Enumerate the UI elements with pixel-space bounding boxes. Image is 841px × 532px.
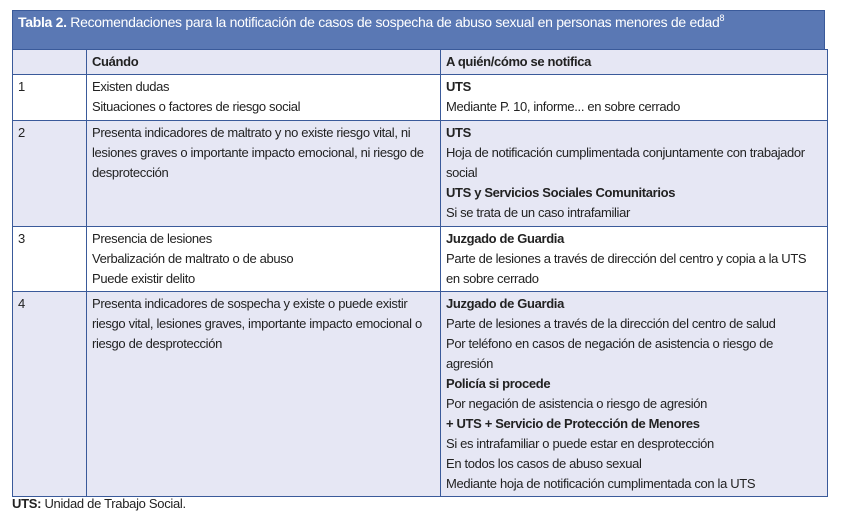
footnote-abbreviation: UTS:: [12, 496, 42, 511]
recipient-heading: UTS: [446, 125, 471, 140]
notification-method: Mediante hoja de notificación cumplimentada con la UTS: [446, 476, 756, 491]
recipient-heading: + UTS + Servicio de Protección de Menores: [446, 416, 700, 431]
table-header-row: [13, 50, 828, 75]
row-number: 4: [13, 292, 87, 497]
header-number: [13, 50, 87, 75]
when-cell: [87, 75, 441, 121]
notification-method: Si es intrafamiliar o puede estar en desprotección: [446, 436, 714, 451]
notification-method: Parte de lesiones a través de dirección del centro y copia a la UTS en sobre cerrado: [446, 251, 807, 286]
table-title: [12, 10, 825, 49]
notification-method: Mediante P. 10, informe... en sobre cerrado: [446, 99, 681, 114]
recipient-heading: Juzgado de Guardia: [446, 231, 564, 246]
table-row: [13, 292, 828, 497]
when-cell: [87, 292, 441, 497]
table-row: [13, 227, 828, 292]
when-cell: [87, 227, 441, 292]
notification-method: En todos los casos de abuso sexual: [446, 456, 642, 471]
when-line: Existen dudas: [92, 79, 170, 94]
notification-method: Por negación de asistencia o riesgo de agresión: [446, 396, 708, 411]
notification-table: [12, 49, 828, 497]
when-line: Puede existir delito: [92, 271, 195, 286]
when-line: Situaciones o factores de riesgo social: [92, 99, 301, 114]
when-line: Presenta indicadores de sospecha y existe o puede existir riesgo vital, lesiones graves, importante impacto emocional o riesgo de desprotección: [92, 296, 422, 351]
who-cell: [441, 227, 828, 292]
header-when: Cuándo: [87, 50, 441, 75]
header-who: A quién/cómo se notifica: [441, 50, 828, 75]
when-line: Presenta indicadores de maltrato y no existe riesgo vital, ni lesiones graves o importante impacto emocional, ni riesgo de desprotección: [92, 125, 424, 180]
notification-method: Si se trata de un caso intrafamiliar: [446, 205, 630, 220]
who-cell: [441, 121, 828, 227]
footnote-text: Unidad de Trabajo Social.: [41, 496, 186, 511]
reference-number: 8: [719, 13, 725, 23]
row-number: 1: [13, 75, 87, 121]
notification-method: Parte de lesiones a través de la dirección del centro de salud: [446, 316, 776, 331]
when-line: Verbalización de maltrato o de abuso: [92, 251, 294, 266]
recipient-heading: UTS y Servicios Sociales Comunitarios: [446, 185, 676, 200]
table-row: [13, 75, 828, 121]
who-cell: [441, 75, 828, 121]
when-line: Presencia de lesiones: [92, 231, 212, 246]
recipient-heading: Policía si procede: [446, 376, 551, 391]
recipient-heading: UTS: [446, 79, 471, 94]
footnote: [12, 496, 186, 511]
row-number: 2: [13, 121, 87, 227]
recipient-heading: Juzgado de Guardia: [446, 296, 564, 311]
who-cell: [441, 292, 828, 497]
when-cell: [87, 121, 441, 227]
notification-table-container: [12, 10, 825, 497]
row-number: 3: [13, 227, 87, 292]
notification-method: Por teléfono en casos de negación de asistencia o riesgo de agresión: [446, 336, 773, 371]
table-number: Tabla 2.: [18, 14, 67, 30]
table-title-text: Recomendaciones para la notificación de casos de sospecha de abuso sexual en personas menores de edad: [66, 14, 720, 30]
notification-method: Hoja de notificación cumplimentada conjuntamente con trabajador social: [446, 145, 805, 180]
table-row: [13, 121, 828, 227]
